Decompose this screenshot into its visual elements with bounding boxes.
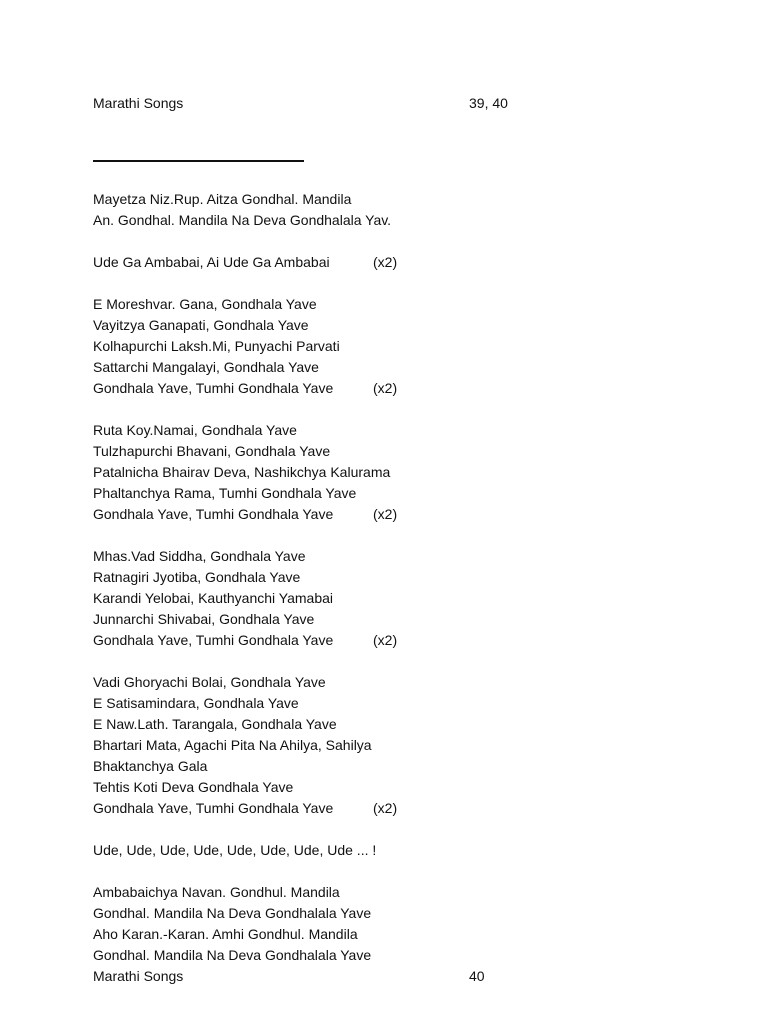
lyric-line — [93, 421, 533, 442]
lyric-text: An. Gondhal. Mandila Na Deva Gondhalala Yav. — [93, 212, 392, 228]
lyric-line — [93, 253, 533, 274]
lyric-line — [93, 715, 533, 736]
lyric-text: Gondhala Yave, Tumhi Gondhala Yave — [93, 380, 334, 396]
page-header — [93, 95, 513, 113]
lyric-line — [93, 568, 533, 589]
stanza — [93, 421, 533, 526]
lyric-text: Gondhal. Mandila Na Deva Gondhalala Yave — [93, 905, 372, 921]
lyric-text: Patalnicha Bhairav Deva, Nashikchya Kalurama — [93, 464, 391, 480]
lyric-line — [93, 547, 533, 568]
lyric-line — [93, 379, 533, 400]
lyric-text: Tulzhapurchi Bhavani, Gondhala Yave — [93, 443, 331, 459]
lyric-text: Bhaktanchya Gala — [93, 758, 208, 774]
lyric-text: Gondhala Yave, Tumhi Gondhala Yave — [93, 800, 334, 816]
header-title: Marathi Songs — [93, 95, 184, 111]
lyric-line — [93, 631, 533, 652]
repeat-marker: (x2) — [373, 380, 398, 396]
lyric-text: Ude, Ude, Ude, Ude, Ude, Ude, Ude, Ude ... ! — [93, 842, 377, 858]
lyric-line — [93, 211, 533, 232]
lyrics-body — [93, 190, 533, 988]
lyric-line — [93, 778, 533, 799]
lyric-text: Gondhal. Mandila Na Deva Gondhalala Yave — [93, 947, 372, 963]
lyric-line — [93, 358, 533, 379]
lyric-line — [93, 484, 533, 505]
lyric-text: Gondhala Yave, Tumhi Gondhala Yave — [93, 632, 334, 648]
lyric-line — [93, 505, 533, 526]
lyric-line — [93, 673, 533, 694]
lyric-text: Ruta Koy.Namai, Gondhala Yave — [93, 422, 297, 438]
lyric-line — [93, 883, 533, 904]
lyric-line — [93, 442, 533, 463]
lyric-text: Mhas.Vad Siddha, Gondhala Yave — [93, 548, 306, 564]
page-footer — [93, 968, 513, 986]
footer-page-number: 40 — [469, 968, 485, 984]
stanza — [93, 295, 533, 400]
lyric-line — [93, 337, 533, 358]
lyric-line — [93, 799, 533, 820]
lyric-line — [93, 757, 533, 778]
lyric-text: E Moreshvar. Gana, Gondhala Yave — [93, 296, 317, 312]
lyric-text: Ratnagiri Jyotiba, Gondhala Yave — [93, 569, 301, 585]
stanza — [93, 547, 533, 652]
lyric-text: E Satisamindara, Gondhala Yave — [93, 695, 299, 711]
horizontal-rule — [93, 160, 304, 162]
lyric-line — [93, 736, 533, 757]
lyric-text: Kolhapurchi Laksh.Mi, Punyachi Parvati — [93, 338, 340, 354]
lyric-line — [93, 946, 533, 967]
lyric-text: Vadi Ghoryachi Bolai, Gondhala Yave — [93, 674, 326, 690]
lyric-line — [93, 190, 533, 211]
lyric-text: Karandi Yelobai, Kauthyanchi Yamabai — [93, 590, 333, 606]
lyric-line — [93, 841, 533, 862]
repeat-marker: (x2) — [373, 800, 398, 816]
repeat-marker: (x2) — [373, 506, 398, 522]
stanza — [93, 190, 533, 232]
lyric-text: E Naw.Lath. Tarangala, Gondhala Yave — [93, 716, 337, 732]
repeat-marker: (x2) — [373, 632, 398, 648]
header-page-numbers: 39, 40 — [469, 95, 508, 111]
stanza — [93, 883, 533, 967]
lyric-line — [93, 463, 533, 484]
stanza — [93, 841, 533, 862]
lyric-text: Tehtis Koti Deva Gondhala Yave — [93, 779, 294, 795]
lyric-line — [93, 925, 533, 946]
lyric-text: Mayetza Niz.Rup. Aitza Gondhal. Mandila — [93, 191, 352, 207]
footer-title: Marathi Songs — [93, 968, 184, 984]
stanza — [93, 673, 533, 820]
lyric-text: Vayitzya Ganapati, Gondhala Yave — [93, 317, 309, 333]
lyric-text: Aho Karan.-Karan. Amhi Gondhul. Mandila — [93, 926, 358, 942]
lyric-text: Bhartari Mata, Agachi Pita Na Ahilya, Sahilya — [93, 737, 372, 753]
lyric-line — [93, 316, 533, 337]
repeat-marker: (x2) — [373, 254, 398, 270]
lyric-line — [93, 610, 533, 631]
lyric-text: Ude Ga Ambabai, Ai Ude Ga Ambabai — [93, 254, 330, 270]
lyric-line — [93, 589, 533, 610]
lyric-text: Ambabaichya Navan. Gondhul. Mandila — [93, 884, 340, 900]
lyric-line — [93, 295, 533, 316]
lyric-line — [93, 904, 533, 925]
stanza — [93, 253, 533, 274]
lyric-text: Junnarchi Shivabai, Gondhala Yave — [93, 611, 315, 627]
lyric-text: Phaltanchya Rama, Tumhi Gondhala Yave — [93, 485, 357, 501]
lyric-text: Gondhala Yave, Tumhi Gondhala Yave — [93, 506, 334, 522]
lyric-line — [93, 694, 533, 715]
lyric-text: Sattarchi Mangalayi, Gondhala Yave — [93, 359, 319, 375]
